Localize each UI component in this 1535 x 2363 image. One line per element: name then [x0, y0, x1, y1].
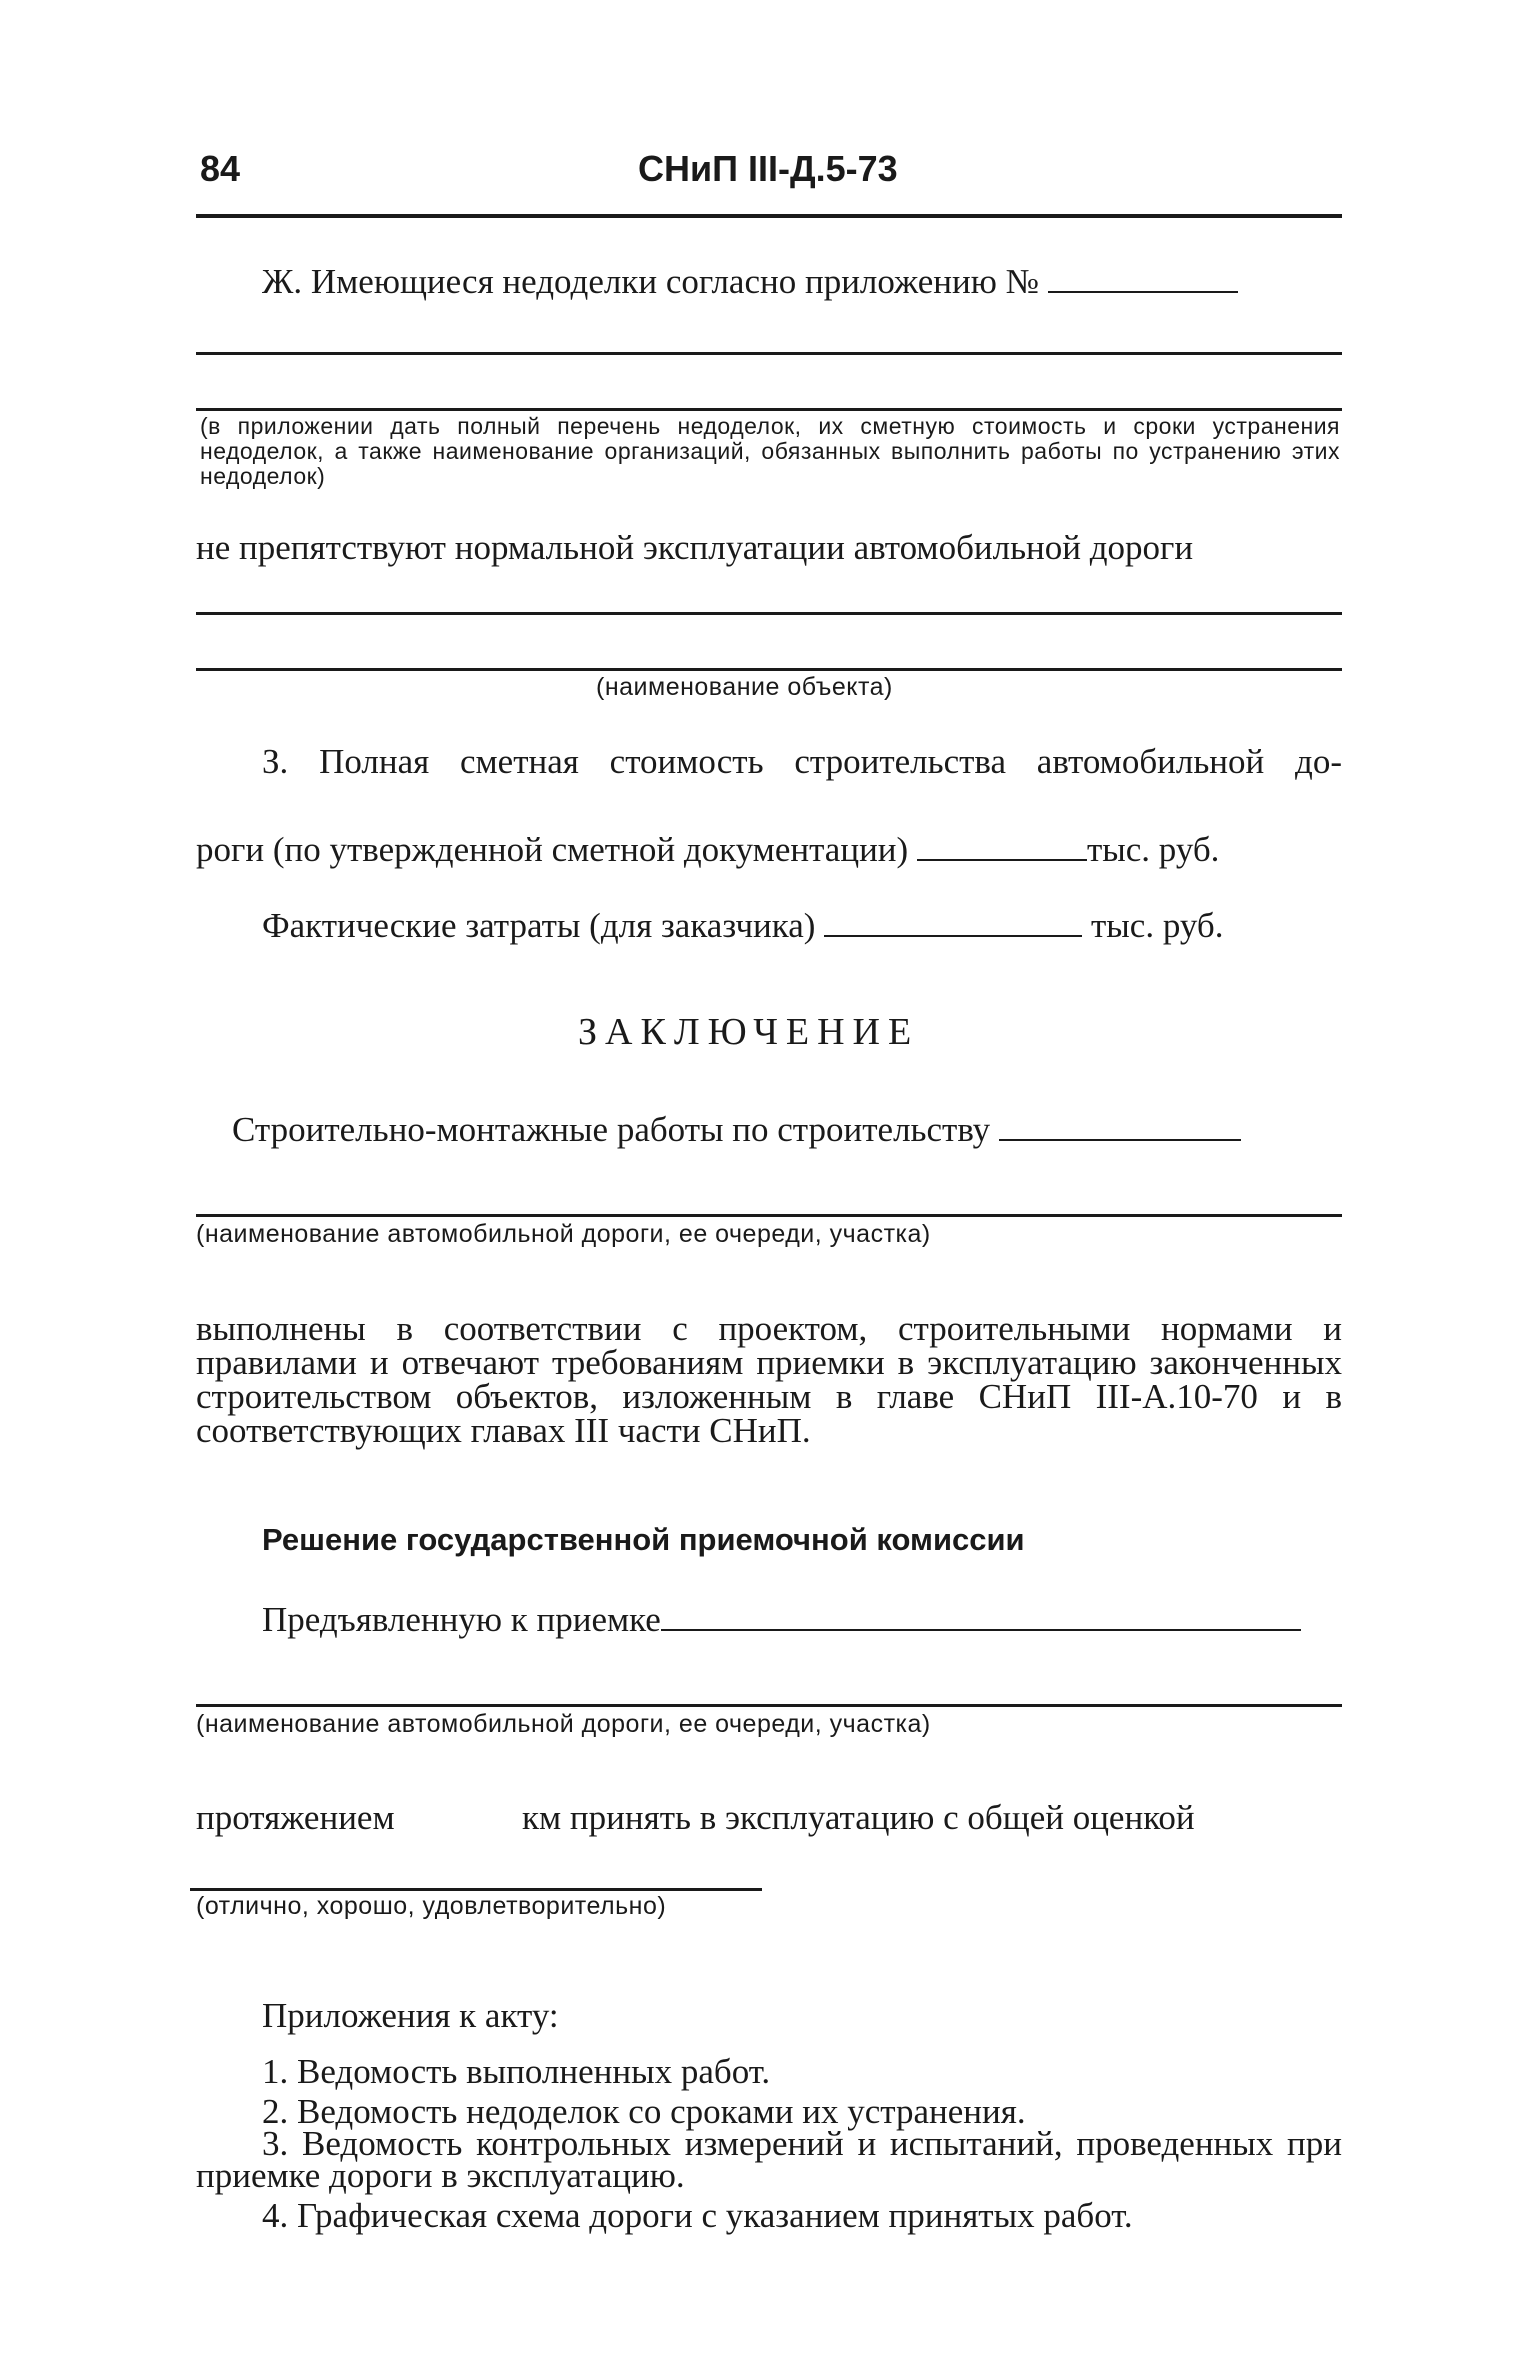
- presented-line: [262, 1600, 1301, 1640]
- appendix-item-1: 1. Ведомость выполненных работ.: [262, 2052, 771, 2091]
- conclusion-intro: Строительно-монтажные работы по строительству: [232, 1110, 991, 1149]
- road-caption: (наименование автомобильной дороги, ее очереди, участка): [196, 1220, 931, 1248]
- appendix-number-blank: [1048, 283, 1238, 293]
- presented-blank: [661, 1621, 1301, 1631]
- fill-line: [196, 1704, 1342, 1707]
- decision-road-caption: (наименование автомобильной дороги, ее очереди, участка): [196, 1710, 931, 1738]
- appendix-item-4: 4. Графическая схема дороги с указанием принятых работ.: [262, 2196, 1133, 2235]
- page-number: 84: [200, 148, 241, 189]
- conclusion-intro-line: [232, 1110, 1241, 1150]
- presented-text: Предъявленную к приемке: [262, 1600, 661, 1639]
- fill-line: [196, 408, 1342, 411]
- fill-line: [196, 612, 1342, 615]
- length-label: протяжением: [196, 1798, 395, 1837]
- actual-costs-text: Фактические затраты (для заказчика): [262, 906, 816, 945]
- section-zh-text: Ж. Имеющиеся недоделки согласно приложению №: [262, 262, 1040, 301]
- appendices-heading: Приложения к акту:: [262, 1996, 559, 2035]
- estimate-text: роги (по утвержденной сметной документации): [196, 830, 909, 869]
- object-caption: (наименование объекта): [596, 673, 893, 701]
- grade-caption: (отлично, хорошо, удовлетворительно): [196, 1892, 667, 1920]
- section-z-line3: [262, 906, 1223, 946]
- unit-label: тыс. руб.: [1090, 906, 1224, 945]
- appendix-item-3: 3. Ведомость контрольных измерений и испытаний, проведенных при приемке дороги в эксплуатацию.: [196, 2124, 1342, 2195]
- decision-heading: Решение государственной приемочной комиссии: [262, 1522, 1025, 1557]
- section-zh-follow: не препятствуют нормальной эксплуатации автомобильной дороги: [196, 528, 1194, 567]
- estimate-blank: [917, 851, 1087, 861]
- conclusion-title: ЗАКЛЮЧЕНИЕ: [578, 1011, 920, 1053]
- construction-blank: [999, 1131, 1241, 1141]
- fill-line: [196, 668, 1342, 671]
- section-z-line1: З. Полная сметная стоимость строительства автомобильной до-: [262, 742, 1342, 781]
- actual-costs-blank: [824, 927, 1082, 937]
- section-zh-line: [262, 262, 1238, 302]
- fill-line: [196, 352, 1342, 355]
- section-zh-note: (в приложении дать полный перечень недоделок, их сметную стоимость и сроки устранения недоделок, а также наименование организаций, обязанных выполнить работы по устранению этих недоделок): [200, 413, 1340, 489]
- conclusion-body: выполнены в соответствии с проектом, строительными нормами и правилами и отвечают требованиям приемки в эксплуатацию законченных строительством объектов, изложенным в главе СНиП III-А.10-70 и в соответствующих главах III части СНиП.: [196, 1309, 1342, 1450]
- section-z-line2: [196, 830, 1219, 870]
- header-rule: [196, 214, 1342, 218]
- fill-line: [196, 1214, 1342, 1217]
- document-code: СНиП III-Д.5-73: [638, 148, 898, 189]
- unit-label: тыс. руб.: [1086, 830, 1220, 869]
- appendix-item-2: 2. Ведомость недоделок со сроками их устранения.: [262, 2092, 1026, 2131]
- accept-text: км принять в эксплуатацию с общей оценкой: [522, 1798, 1195, 1837]
- fill-line: [190, 1888, 762, 1891]
